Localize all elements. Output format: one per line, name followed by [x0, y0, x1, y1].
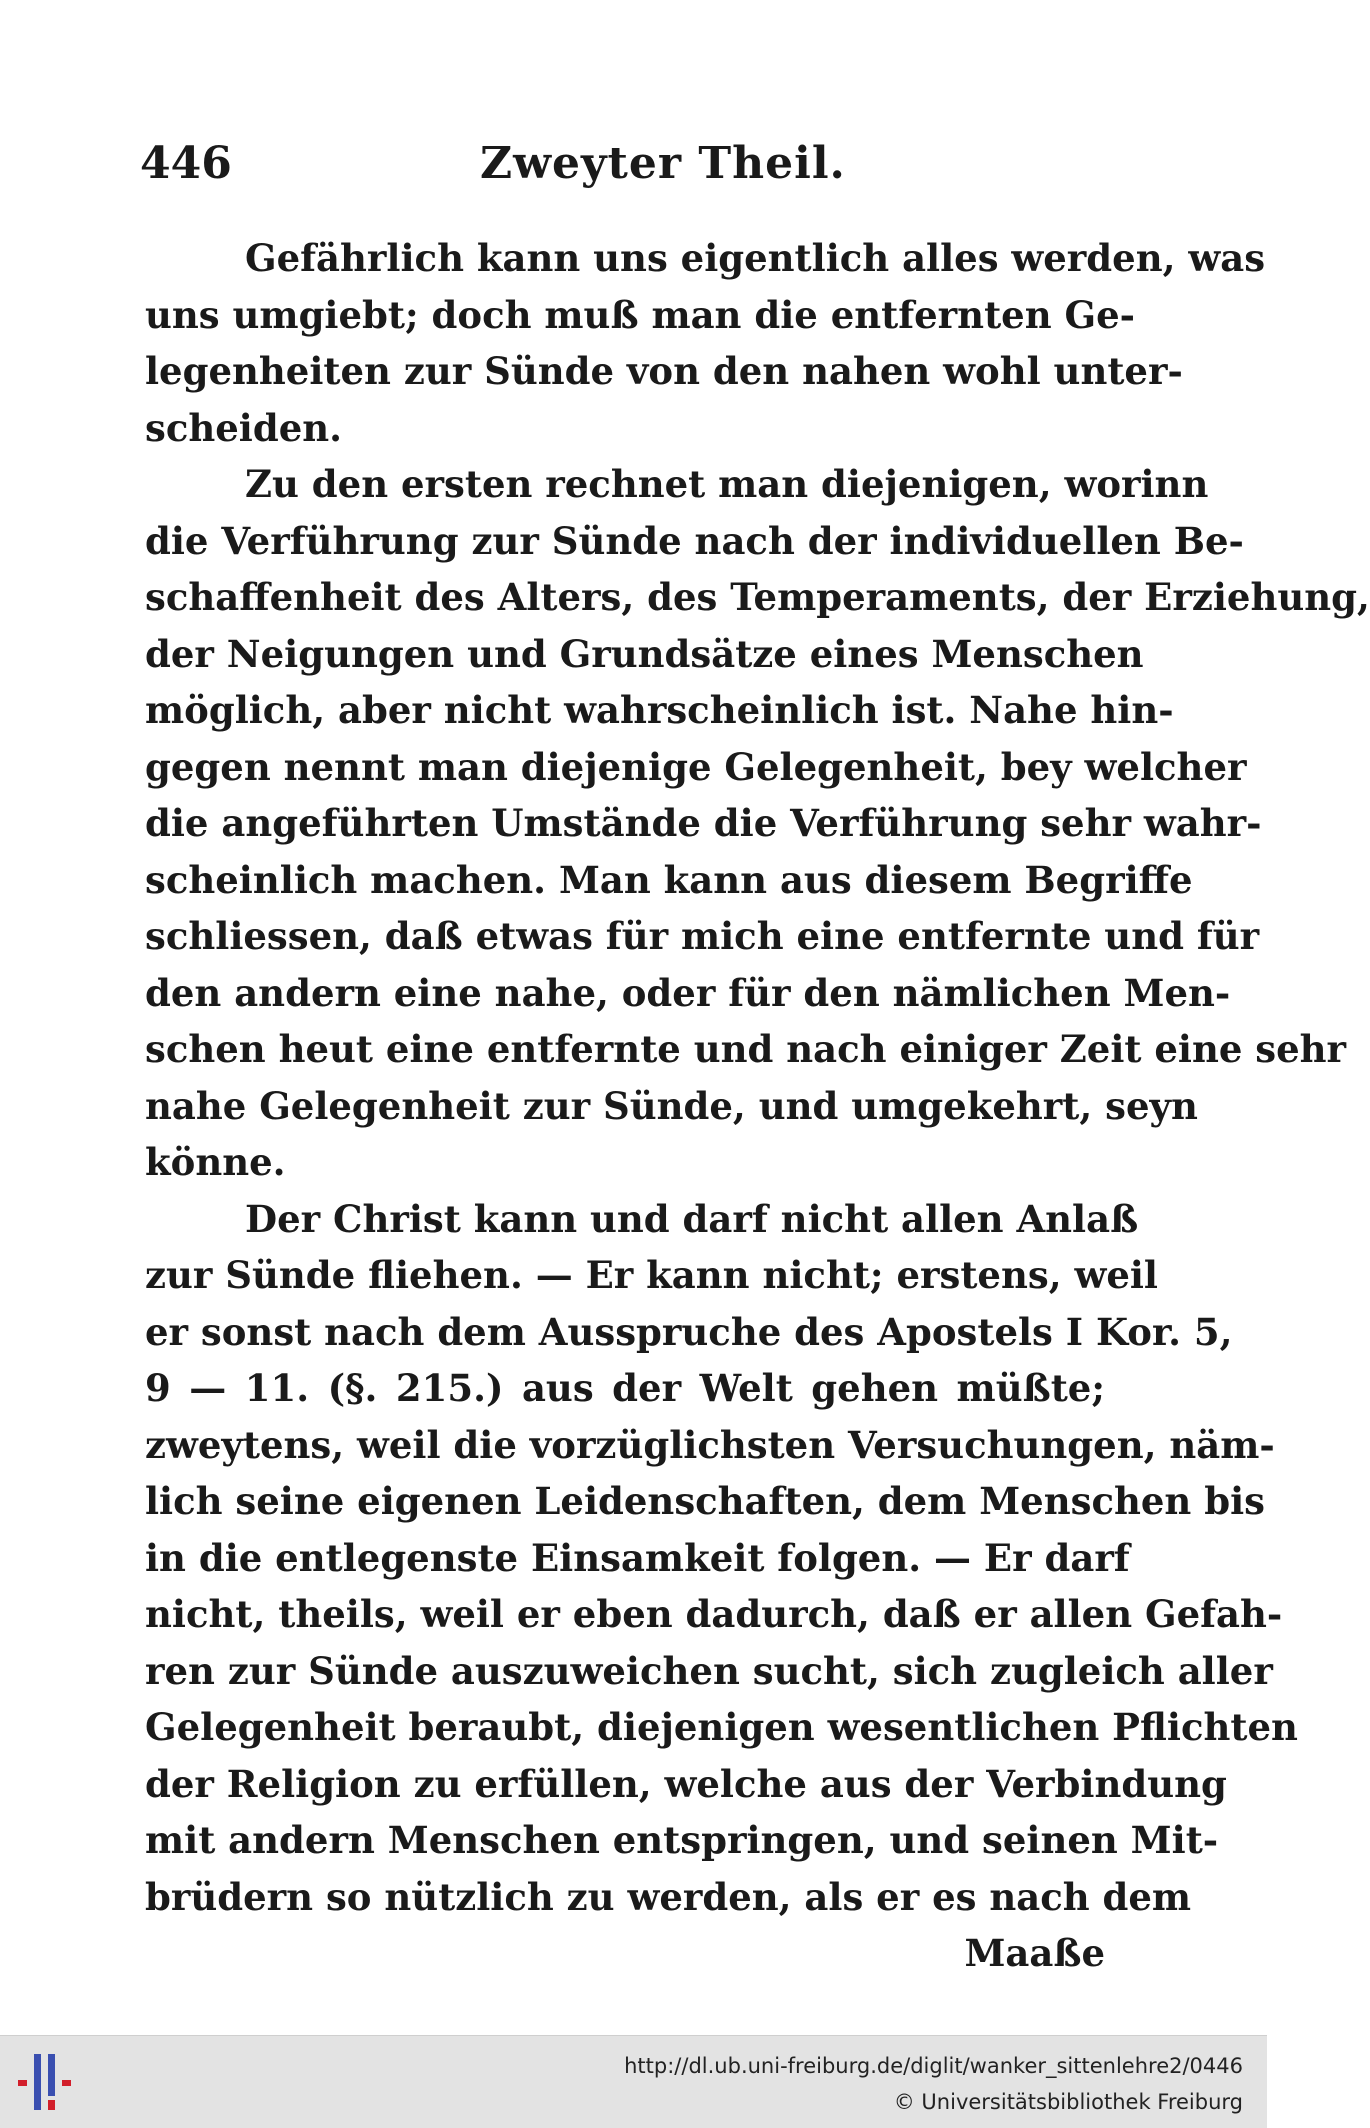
text-line: lich seine eigenen Leidenschaften, dem Menschen bis [145, 1479, 1265, 1523]
running-head: Zweyter Theil. [480, 138, 846, 189]
text-line: brüdern so nützlich zu werden, als er es nach dem [145, 1874, 1192, 1919]
text-line: den andern eine nahe, oder für den nämlichen Men- [145, 970, 1231, 1015]
text-line: nahe Gelegenheit zur Sünde, und umgekehrt, seyn [145, 1083, 1198, 1128]
text-line: zweytens, weil die vorzüglichsten Versuchungen, näm- [145, 1422, 1275, 1467]
catchword: Maaße [964, 1931, 1105, 1975]
text-line: scheiden. [145, 405, 343, 450]
text-line: Gelegenheit beraubt, diejenigen wesentlichen Pflichten [145, 1705, 1298, 1749]
text-line: die angeführten Umstände die Verführung sehr wahr- [145, 801, 1262, 845]
text-line: schaffenheit des Alters, des Temperaments, der Erziehung, [145, 575, 1370, 619]
source-url-link[interactable]: http://dl.ub.uni-freiburg.de/diglit/wanker_sittenlehre2/0446 [624, 2054, 1243, 2078]
text-line: möglich, aber nicht wahrscheinlich ist. Nahe hin- [145, 688, 1174, 732]
page-header [140, 138, 1110, 198]
text-line: könne. [145, 1140, 286, 1184]
text-line: die Verführung zur Sünde nach der individuellen Be- [145, 518, 1244, 563]
text-line: Zu den ersten rechnet man diejenigen, worinn [245, 462, 1209, 506]
text-line: der Religion zu erfüllen, welche aus der Verbindung [145, 1761, 1227, 1806]
text-line: legenheiten zur Sünde von den nahen wohl unter- [145, 349, 1183, 393]
text-line: 9 — 11. (§. 215.) aus der Welt gehen müßte; [145, 1366, 1105, 1410]
text-line: der Neigungen und Grundsätze eines Menschen [145, 631, 1144, 676]
text-line: uns umgiebt; doch muß man die entfernten Ge- [145, 292, 1135, 337]
text-line: er sonst nach dem Ausspruche des Apostels I Kor. 5, [145, 1309, 1233, 1354]
text-line: scheinlich machen. Man kann aus diesem Begriffe [145, 857, 1193, 902]
text-line: in die entlegenste Einsamkeit folgen. — Er darf [145, 1535, 1130, 1580]
text-line: gegen nennt man diejenige Gelegenheit, bey welcher [145, 744, 1247, 789]
text-line: nicht, theils, weil er eben dadurch, daß er allen Gefah- [145, 1592, 1283, 1636]
text-line: schliessen, daß etwas für mich eine entfernte und für [145, 914, 1260, 958]
copyright-notice: © Universitätsbibliothek Freiburg [893, 2090, 1243, 2114]
page-number: 446 [140, 138, 232, 189]
text-line: Gefährlich kann uns eigentlich alles werden, was [245, 236, 1266, 280]
footer-bar [0, 2035, 1267, 2128]
body-text [145, 230, 1370, 1982]
text-line: schen heut eine entfernte und nach einiger Zeit eine sehr [145, 1027, 1347, 1071]
text-line: zur Sünde fliehen. — Er kann nicht; erstens, weil [145, 1253, 1158, 1297]
text-line: ren zur Sünde auszuweichen sucht, sich zugleich aller [145, 1648, 1273, 1693]
text-line: mit andern Menschen entspringen, und seinen Mit- [145, 1818, 1219, 1862]
ub-freiburg-logo-icon[interactable] [12, 2050, 82, 2114]
text-line: Der Christ kann und darf nicht allen Anlaß [245, 1196, 1139, 1241]
